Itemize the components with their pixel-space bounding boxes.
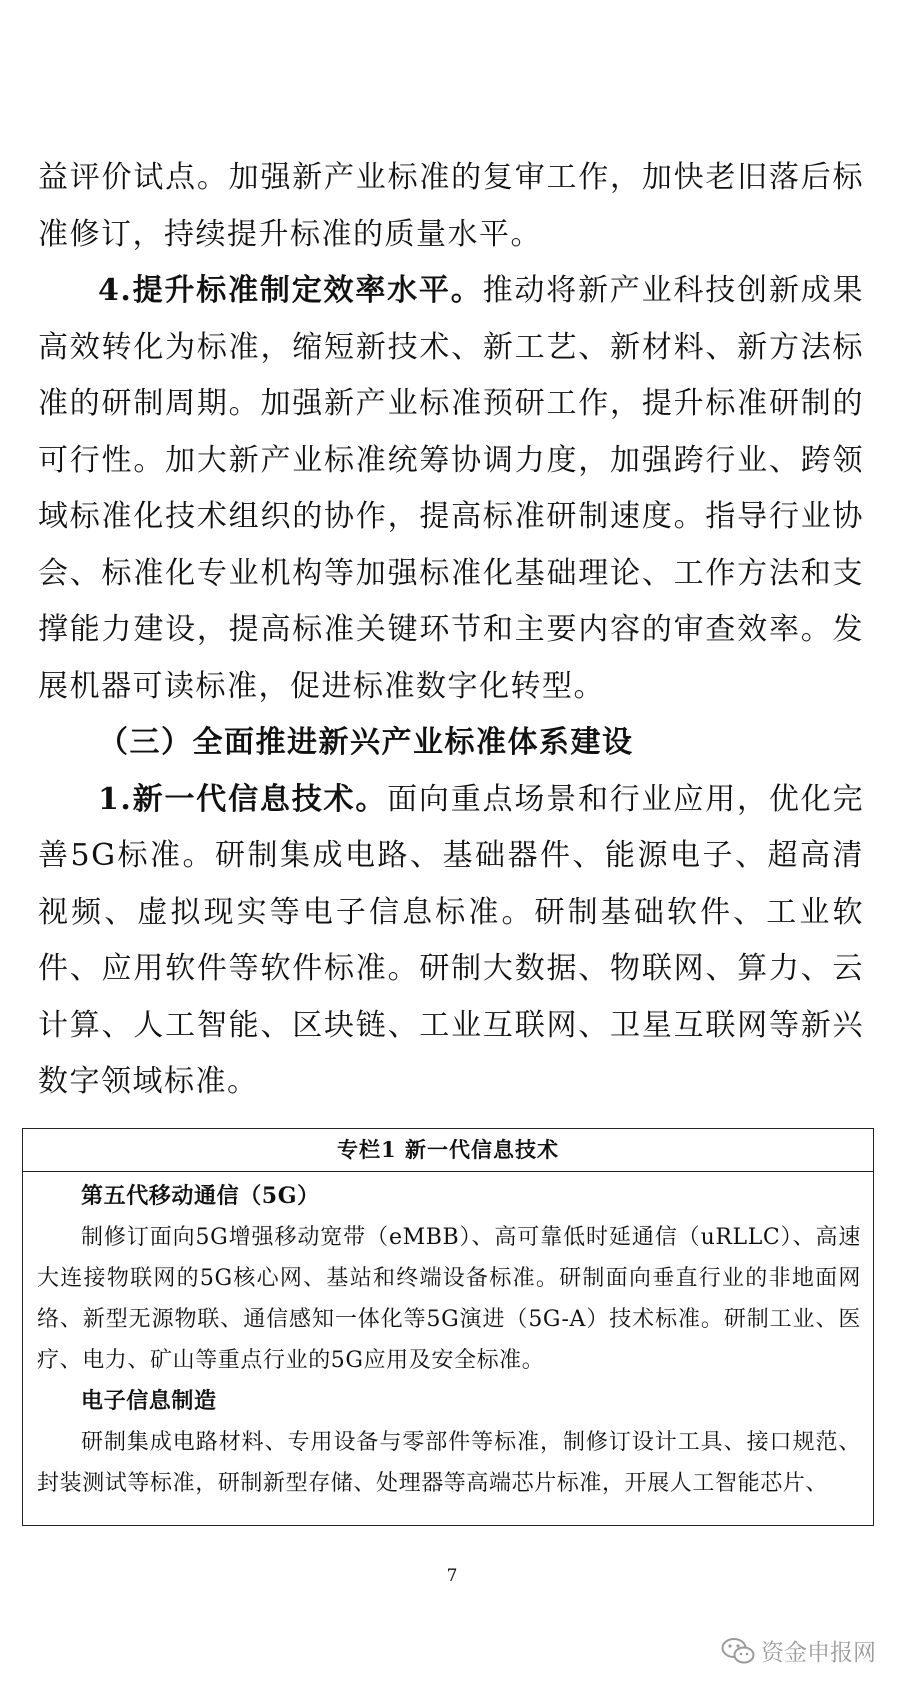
box-subheading-5g: 第五代移动通信（5G） bbox=[81, 1183, 320, 1209]
wechat-icon bbox=[721, 1637, 755, 1665]
page-number: 7 bbox=[446, 1566, 458, 1586]
paragraph-2-body: 推动将新产业科技创新成果高效转化为标准，缩短新技术、新工艺、新材料、新方法标准的研制周期。加强新产业标准预研工作，提升标准研制的可行性。加大新产业标准统筹协调力度，加强跨行业、跨领域标准化技术组织的协作，提高标准研制速度。指导行业协会、标准化专业机构等加强标准化基础理论、工作方法和支撑能力建设，提高标准关键环节和主要内容的审查效率。发展机器可读标准，促进标准数字化转型。 bbox=[38, 273, 864, 704]
column-box-title: 专栏1 新一代信息技术 bbox=[23, 1129, 873, 1172]
paragraph-3-lead: 1.新一代信息技术。 bbox=[98, 781, 388, 817]
column-box bbox=[22, 1128, 874, 1526]
paragraph-1: 益评价试点。加强新产业标准的复审工作，加快老旧落后标准修订，持续提升标准的质量水平。 bbox=[38, 160, 864, 252]
main-text bbox=[38, 150, 864, 1111]
paragraph-3 bbox=[38, 772, 864, 1111]
paragraph-2 bbox=[38, 263, 864, 715]
box-paragraph-5g: 制修订面向5G增强移动宽带（eMBB）、高可靠低时延通信（uRLLC）、高速大连接物联网的5G核心网、基站和终端设备标准。研制面向垂直行业的非地面网络、新型无源物联、通信感知一体化等5G演进（5G-A）技术标准。研制工业、医疗、电力、矿山等重点行业的5G应用及安全标准。 bbox=[37, 1225, 861, 1373]
paragraph-2-lead: 4.提升标准制定效率水平。 bbox=[98, 273, 483, 308]
box-paragraph-electronics: 研制集成电路材料、专用设备与零部件等标准，制修订设计工具、接口规范、封装测试等标准，研制新型存储、处理器等高端芯片标准，开展人工智能芯片、 bbox=[37, 1430, 861, 1496]
column-box-body bbox=[23, 1172, 873, 1504]
section-heading: （三）全面推进新兴产业标准体系建设 bbox=[98, 725, 634, 760]
watermark bbox=[721, 1634, 876, 1667]
box-subheading-electronics: 电子信息制造 bbox=[81, 1388, 217, 1414]
watermark-text: 资金申报网 bbox=[761, 1640, 876, 1666]
paragraph-3-body: 面向重点场景和行业应用，优化完善5G标准。研制集成电路、基础器件、能源电子、超高清视频、虚拟现实等电子信息标准。研制基础软件、工业软件、应用软件等软件标准。研制大数据、物联网、算力、云计算、人工智能、区块链、工业互联网、卫星互联网等新兴数字领域标准。 bbox=[38, 781, 864, 1099]
